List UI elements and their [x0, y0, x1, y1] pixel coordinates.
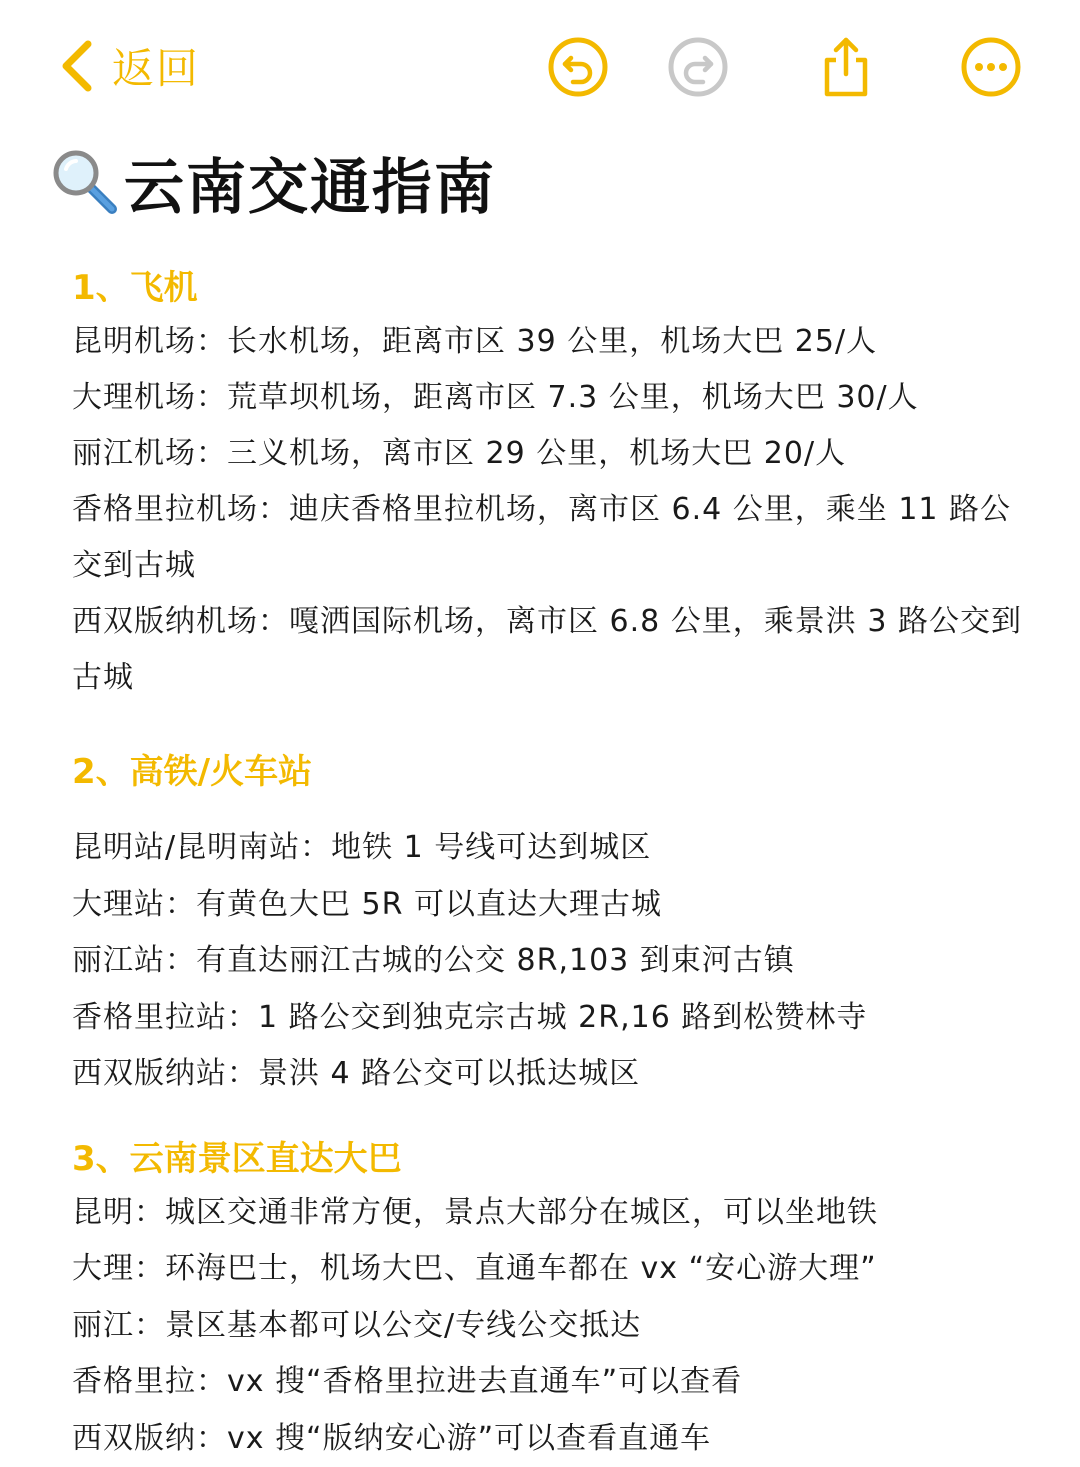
more-button[interactable]: [960, 36, 1022, 98]
note-content: [72, 262, 1057, 1467]
text-line: 香格里拉站：1 路公交到独克宗古城 2R,16 路到松赞林寺: [72, 990, 1057, 1047]
magnifier-icon: [50, 147, 122, 219]
undo-button[interactable]: [547, 36, 609, 98]
back-label: 返回: [112, 36, 200, 96]
text-line: 昆明机场：长水机场，距离市区 39 公里，机场大巴 25/人: [72, 314, 1057, 370]
ellipsis-icon: [960, 36, 1022, 98]
redo-icon: [667, 36, 729, 98]
text-line: 大理机场：荒草坝机场，距离市区 7.3 公里，机场大巴 30/人: [72, 370, 1057, 426]
text-line: 香格里拉：vx 搜“香格里拉进去直通车”可以查看: [72, 1354, 1057, 1411]
text-line: 古城: [72, 650, 1057, 706]
title-row: [50, 138, 496, 228]
text-line: 西双版纳机场：嘎洒国际机场，离市区 6.8 公里，乘景洪 3 路公交到: [72, 594, 1057, 650]
text-line: 大理：环海巴士，机场大巴、直通车都在 vx “安心游大理”: [72, 1241, 1057, 1298]
section-scenic-bus: [72, 1133, 1057, 1467]
page-title: 云南交通指南: [124, 140, 496, 226]
chevron-left-icon: [58, 38, 94, 94]
text-line: 昆明：城区交通非常方便，景点大部分在城区，可以坐地铁: [72, 1185, 1057, 1242]
text-line: 西双版纳：vx 搜“版纳安心游”可以查看直通车: [72, 1411, 1057, 1467]
share-icon: [815, 36, 877, 98]
section-heading: 1、飞机: [72, 262, 1057, 314]
section-railway: [72, 746, 1057, 1103]
text-line: 昆明站/昆明南站：地铁 1 号线可达到城区: [72, 820, 1057, 877]
undo-icon: [547, 36, 609, 98]
text-line: 香格里拉机场：迪庆香格里拉机场，离市区 6.4 公里，乘坐 11 路公: [72, 482, 1057, 538]
toolbar: [0, 0, 1080, 130]
text-line: 西双版纳站：景洪 4 路公交可以抵达城区: [72, 1046, 1057, 1103]
text-line: 交到古城: [72, 538, 1057, 594]
text-line: 大理站：有黄色大巴 5R 可以直达大理古城: [72, 877, 1057, 934]
section-heading: 3、云南景区直达大巴: [72, 1133, 1057, 1185]
text-line: 丽江：景区基本都可以公交/专线公交抵达: [72, 1298, 1057, 1355]
text-line: 丽江站：有直达丽江古城的公交 8R,103 到束河古镇: [72, 933, 1057, 990]
redo-button[interactable]: [667, 36, 729, 98]
section-flights: [72, 262, 1057, 706]
text-line: 丽江机场：三义机场，离市区 29 公里，机场大巴 20/人: [72, 426, 1057, 482]
share-button[interactable]: [815, 36, 877, 98]
section-heading: 2、高铁/火车站: [72, 746, 1057, 798]
back-button[interactable]: [58, 36, 200, 96]
